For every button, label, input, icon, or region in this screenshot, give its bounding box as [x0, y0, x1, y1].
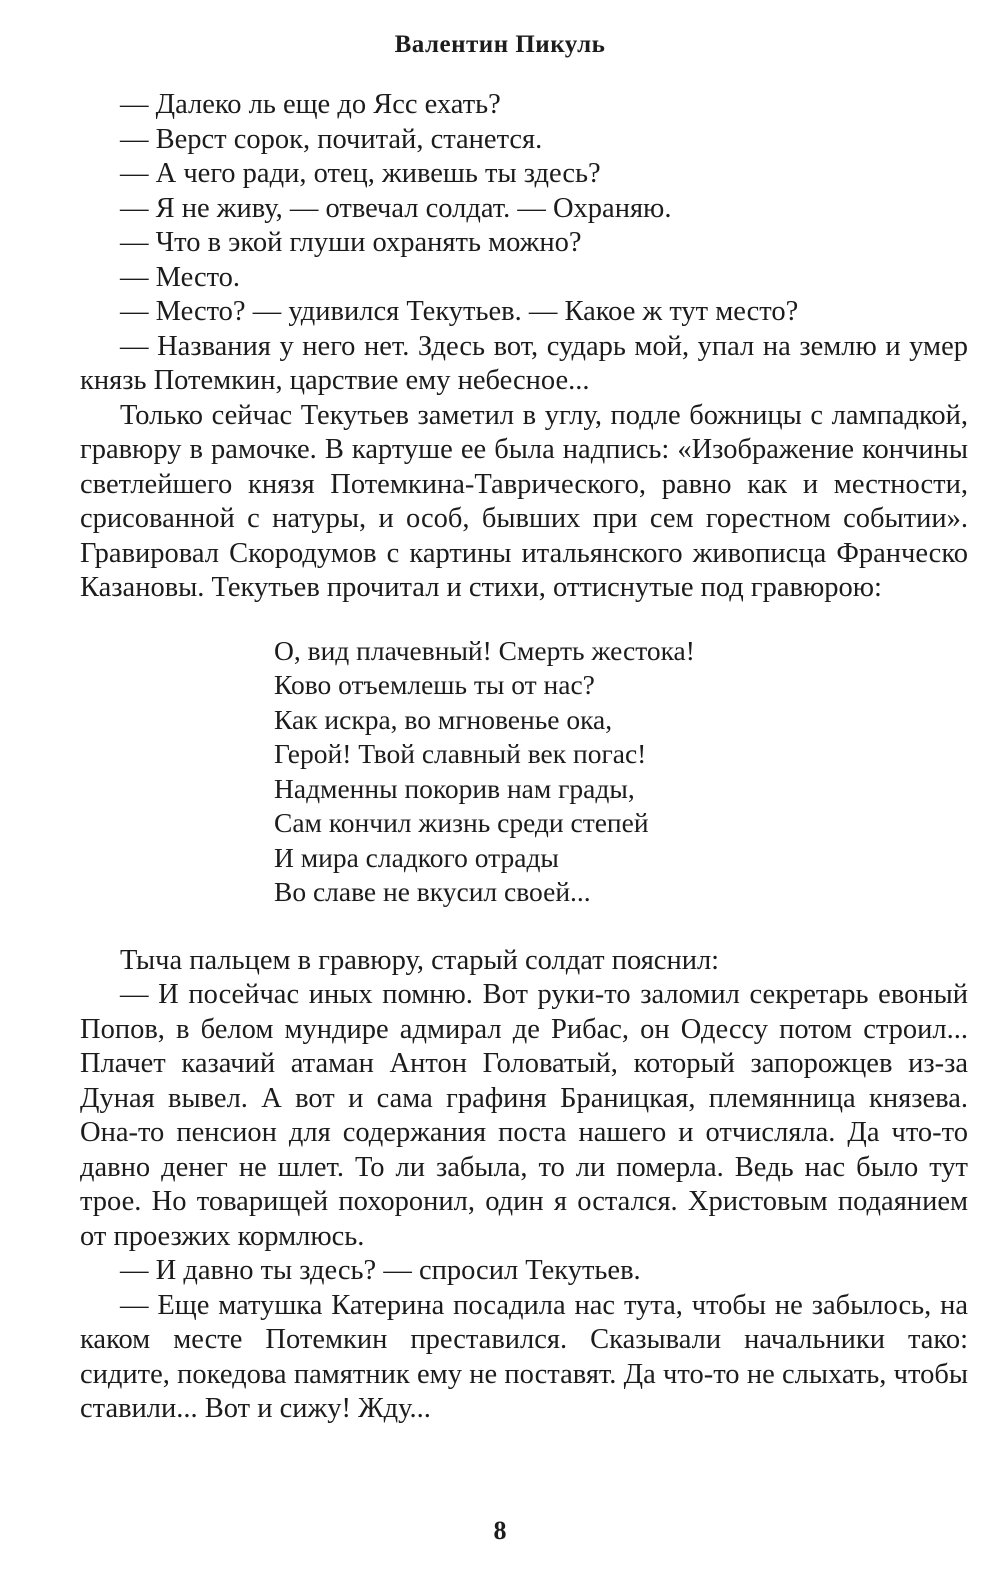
poem-line: И мира сладкого отрады — [274, 841, 559, 873]
dialogue-line: — Место. — [120, 261, 241, 293]
dialogue-line: — Что в экой глуши охранять можно? — [120, 227, 582, 258]
running-header-author: Валентин Пикуль — [394, 31, 606, 58]
dialogue-line: — И давно ты здесь? — спросил Текутьев. — [120, 1255, 641, 1286]
dialogue-line: — А чего ради, отец, живешь ты здесь? — [120, 158, 601, 189]
poem-line: Надменны покорив нам грады, — [274, 772, 635, 804]
poem-line: Сам кончил жизнь среди степей — [274, 807, 649, 838]
poem-line: Во славе не вкусил своей... — [274, 876, 591, 907]
narrative-paragraph: Тыча пальцем в гравюру, старый солдат пояснил: — [120, 944, 720, 976]
poem-verse — [274, 634, 968, 910]
dialogue-line: — Далеко ль еще до Ясс ехать? — [120, 89, 501, 120]
page-number: 8 — [493, 1516, 507, 1545]
dialogue-line: — Названия у него нет. Здесь вот, сударь мой, упал на землю и умер князь Потемкин, царствие ему небесное... — [80, 330, 968, 396]
narrative-paragraph: Только сейчас Текутьев заметил в углу, подле божницы с лампадкой, гравюру в рамочке. В картуше ее была надпись: «Изображение кончины светлейшего князя Потемкина-Таврического, равно как и местности, срисованной с натуры, и особ, бывших при сем горестном событии». Гравировал Скородумов с картины итальянского живописца Франческо Казановы. Текутьев прочитал и стихи, оттиснутые под гравюрою: — [80, 399, 968, 603]
poem-line: О, вид плачевный! Смерть жестока! — [274, 634, 695, 666]
dialogue-line: — Я не живу, — отвечал солдат. — Охраняю. — [120, 192, 672, 224]
dialogue-line: — Верст сорок, почитай, станется. — [120, 123, 543, 155]
body-text — [80, 88, 968, 1427]
poem-line: Как искра, во мгновенье ока, — [274, 703, 613, 735]
dialogue-line: — Место? — удивился Текутьев. — Какое ж тут место? — [120, 296, 799, 327]
dialogue-paragraph: — И посейчас иных помню. Вот руки-то заломил секретарь евоный Попов, в белом мундире адмирал де Рибас, он Одессу потом строил... Плачет казачий атаман Антон Головатый, который запорожцев из-за Дуная вывел. А вот и сама графиня Браницкая, племянница князева. Она-то пенсион для содержания поста нашего и отчисляла. Да что-то давно денег не шлет. То ли забыла, то ли померла. Ведь нас было тут трое. Но товарищей похоронил, один я остался. Христовым подаянием от проезжих кормлюсь. — [80, 979, 968, 1252]
dialogue-paragraph: — Еще матушка Катерина посадила нас тута, чтобы не забылось, на каком месте Потемкин преставился. Сказывали начальники тако: сидите, покедова памятник ему не поставят. Да что-то не слыхать, чтобы ставили... Вот и сижу! Жду... — [80, 1289, 968, 1424]
poem-line: Ково отъемлешь ты от нас? — [274, 669, 595, 700]
poem-line: Герой! Твой славный век погас! — [274, 738, 647, 769]
